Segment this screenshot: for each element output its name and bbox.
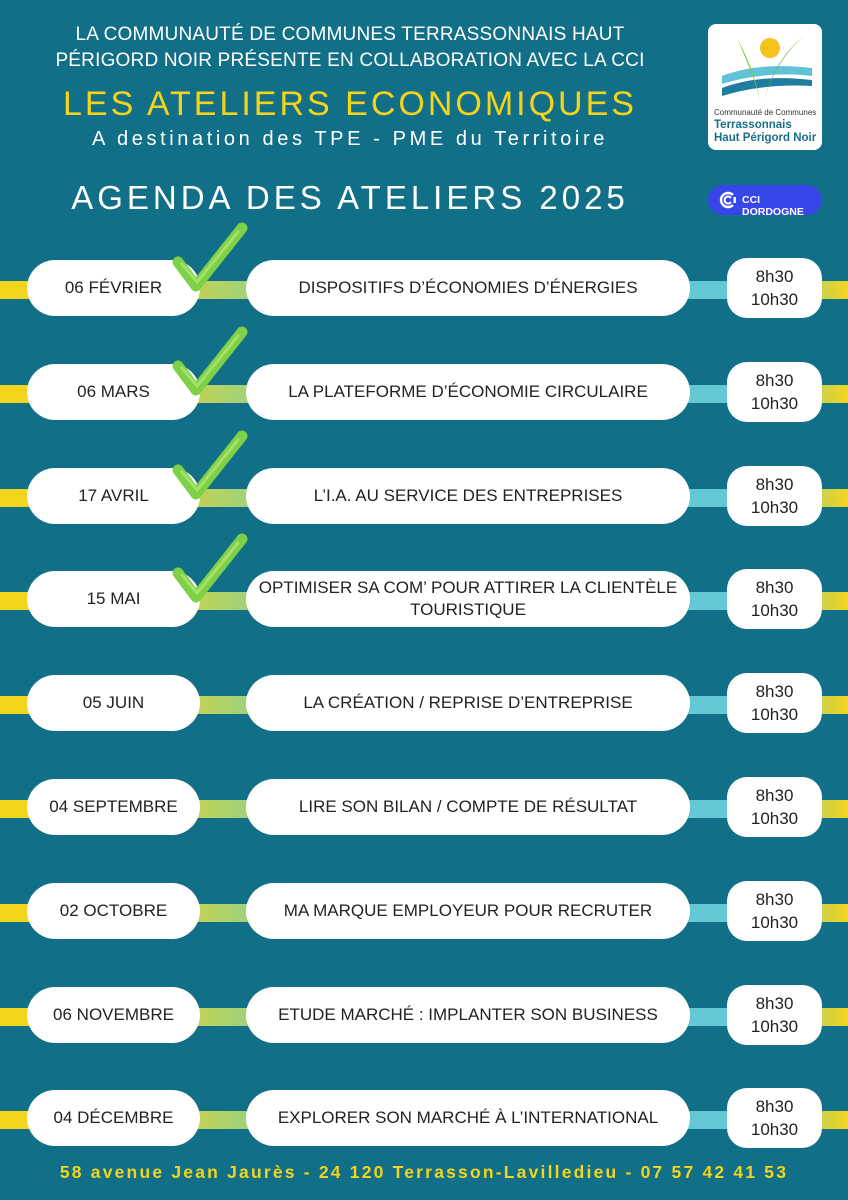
session-topic — [246, 675, 690, 731]
session-time — [727, 569, 822, 629]
checkmark-icon — [172, 326, 248, 402]
session-topic — [246, 260, 690, 316]
session-date-text: 06 NOVEMBRE — [53, 1004, 174, 1024]
session-time-start: 8h30 — [755, 993, 794, 1013]
session-topic-text: LA CRÉATION / REPRISE D’ENTREPRISE — [303, 693, 633, 713]
session-time — [727, 362, 822, 422]
session-row — [0, 675, 848, 735]
session-row — [0, 364, 848, 424]
session-time-start: 8h30 — [755, 370, 794, 390]
logo-small-text: Communauté de Communes — [714, 108, 817, 117]
session-time — [727, 258, 822, 318]
session-date-text: 15 MAI — [86, 589, 141, 609]
session-topic-text: ETUDE MARCHÉ : IMPLANTER SON BUSINESS — [278, 1004, 658, 1024]
session-date-text: 05 JUIN — [82, 693, 145, 713]
session-topic-text: MA MARQUE EMPLOYEUR POUR RECRUTER — [283, 900, 653, 920]
session-time — [727, 466, 822, 526]
session-topic-text: LA PLATEFORME D’ÉCONOMIE CIRCULAIRE — [288, 381, 648, 401]
session-time — [727, 881, 822, 941]
session-date-text: 04 DÉCEMBRE — [53, 1108, 174, 1128]
session-time-start: 8h30 — [755, 578, 794, 598]
checkmark-icon — [172, 222, 248, 298]
session-topic — [246, 883, 690, 939]
session-date-text: 17 AVRIL — [78, 485, 149, 505]
session-topic-text: DISPOSITIFS D’ÉCONOMIES D’ÉNERGIES — [298, 278, 638, 297]
agenda-heading: AGENDA DES ATELIERS 2025 — [71, 179, 629, 216]
session-time-end: 10h30 — [750, 809, 799, 828]
session-topic — [246, 1090, 690, 1146]
logo-name-line-2: Haut Périgord Noir — [714, 132, 817, 144]
community-logo — [708, 24, 822, 150]
cci-badge — [708, 185, 822, 218]
session-topic — [246, 364, 690, 420]
session-time-start: 8h30 — [755, 682, 794, 702]
session-date-text: 06 MARS — [77, 381, 150, 401]
session-time-end: 10h30 — [750, 705, 799, 725]
session-time — [727, 673, 822, 733]
session-time-start: 8h30 — [755, 1097, 794, 1117]
checkmark-icon — [172, 533, 248, 609]
session-date — [27, 883, 200, 939]
footer-address: 58 avenue Jean Jaurès - 24 120 Terrasson-Lavilledieu - 07 57 42 41 53 — [59, 1162, 789, 1182]
session-time-start: 8h30 — [755, 267, 794, 286]
page-subtitle: A destination des TPE - PME du Territoire — [92, 128, 608, 150]
session-topic-text: EXPLORER SON MARCHÉ À L’INTERNATIONAL — [277, 1108, 659, 1128]
page-title: LES ATELIERS ECONOMIQUES — [63, 85, 637, 123]
session-row — [0, 779, 848, 839]
session-time-start: 8h30 — [755, 786, 794, 805]
session-topic — [246, 571, 690, 627]
intro-line-1: LA COMMUNAUTÉ DE COMMUNES TERRASSONNAIS HAUT — [75, 24, 625, 45]
session-date — [27, 1090, 200, 1146]
cci-label: CCI DORDOGNE — [742, 194, 804, 218]
logo-name — [714, 119, 820, 145]
session-time-end: 10h30 — [750, 290, 799, 309]
session-time — [727, 1088, 822, 1148]
cci-logo-icon — [718, 190, 738, 210]
logo-name-line-1: Terrassonnais — [714, 119, 792, 131]
session-time-start: 8h30 — [755, 474, 794, 494]
intro-text — [0, 22, 700, 74]
session-row — [0, 571, 848, 631]
session-date-text: 02 OCTOBRE — [59, 900, 168, 920]
session-time-end: 10h30 — [750, 393, 799, 413]
session-topic-text: L’I.A. AU SERVICE DES ENTREPRISES — [313, 485, 623, 505]
session-date — [27, 987, 200, 1043]
checkmark-icon — [172, 430, 248, 506]
logo-emblem-icon — [718, 30, 814, 108]
session-row — [0, 883, 848, 943]
session-time-end: 10h30 — [750, 912, 799, 932]
session-time-end: 10h30 — [750, 601, 799, 621]
session-row — [0, 987, 848, 1047]
session-topic-text: OPTIMISER SA COM’ POUR ATTIRER LA CLIENTÈLE TOURISTIQUE — [258, 578, 678, 620]
session-date — [27, 675, 200, 731]
session-date-text: 04 SEPTEMBRE — [49, 797, 178, 816]
session-time-end: 10h30 — [750, 1120, 799, 1140]
session-date — [27, 779, 200, 835]
session-topic-text: LIRE SON BILAN / COMPTE DE RÉSULTAT — [298, 797, 638, 816]
session-time-end: 10h30 — [750, 1016, 799, 1036]
session-time-end: 10h30 — [750, 497, 799, 517]
session-topic — [246, 468, 690, 524]
session-time — [727, 985, 822, 1045]
session-topic — [246, 779, 690, 835]
session-row — [0, 468, 848, 528]
session-date-text: 06 FÉVRIER — [64, 278, 163, 297]
session-topic — [246, 987, 690, 1043]
session-row — [0, 260, 848, 320]
session-row — [0, 1090, 848, 1150]
session-time-start: 8h30 — [755, 889, 794, 909]
intro-line-2: PÉRIGORD NOIR PRÉSENTE EN COLLABORATION AVEC LA CCI — [55, 50, 645, 71]
session-time — [727, 777, 822, 837]
